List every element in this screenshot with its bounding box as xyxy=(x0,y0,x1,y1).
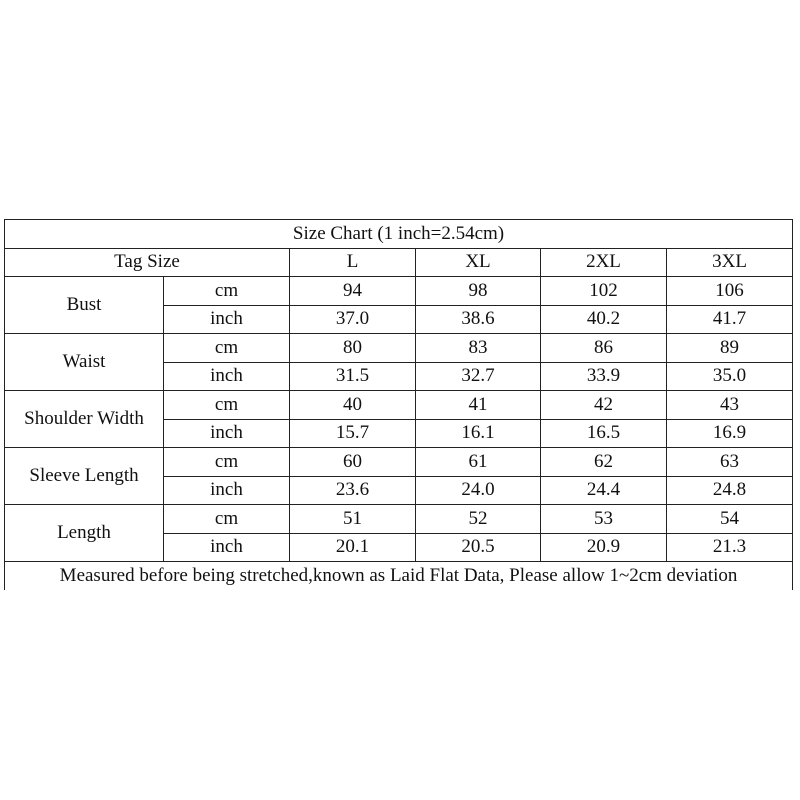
unit-label-inch: inch xyxy=(164,476,290,505)
value-cell: 106 xyxy=(667,277,793,306)
unit-label-inch: inch xyxy=(164,305,290,334)
value-cell: 54 xyxy=(667,505,793,534)
measurement-row-cm xyxy=(5,334,793,363)
value-cell: 83 xyxy=(416,334,541,363)
value-cell: 21.3 xyxy=(667,533,793,562)
value-cell: 16.5 xyxy=(541,419,667,448)
value-cell: 94 xyxy=(290,277,416,306)
value-cell: 33.9 xyxy=(541,362,667,391)
value-cell: 98 xyxy=(416,277,541,306)
value-cell: 51 xyxy=(290,505,416,534)
size-chart-body xyxy=(5,220,793,590)
tag-size-header: Tag Size xyxy=(5,248,290,277)
value-cell: 16.1 xyxy=(416,419,541,448)
measurement-label: Waist xyxy=(5,334,164,391)
value-cell: 20.1 xyxy=(290,533,416,562)
value-cell: 38.6 xyxy=(416,305,541,334)
value-cell: 80 xyxy=(290,334,416,363)
value-cell: 20.9 xyxy=(541,533,667,562)
value-cell: 32.7 xyxy=(416,362,541,391)
measurement-row-cm xyxy=(5,277,793,306)
value-cell: 31.5 xyxy=(290,362,416,391)
header-row xyxy=(5,248,793,277)
value-cell: 42 xyxy=(541,391,667,420)
value-cell: 24.4 xyxy=(541,476,667,505)
value-cell: 89 xyxy=(667,334,793,363)
chart-title: Size Chart (1 inch=2.54cm) xyxy=(5,220,793,249)
measurement-label: Length xyxy=(5,505,164,562)
measurement-label: Shoulder Width xyxy=(5,391,164,448)
value-cell: 43 xyxy=(667,391,793,420)
size-header: XL xyxy=(416,248,541,277)
value-cell: 15.7 xyxy=(290,419,416,448)
title-row xyxy=(5,220,793,249)
measurement-label: Sleeve Length xyxy=(5,448,164,505)
unit-label-cm: cm xyxy=(164,277,290,306)
size-header: 2XL xyxy=(541,248,667,277)
footer-note: Measured before being stretched,known as Laid Flat Data, Please allow 1~2cm deviation xyxy=(5,562,793,590)
value-cell: 20.5 xyxy=(416,533,541,562)
value-cell: 52 xyxy=(416,505,541,534)
value-cell: 37.0 xyxy=(290,305,416,334)
unit-label-inch: inch xyxy=(164,419,290,448)
measurement-label: Bust xyxy=(5,277,164,334)
unit-label-cm: cm xyxy=(164,334,290,363)
unit-label-cm: cm xyxy=(164,505,290,534)
size-header: 3XL xyxy=(667,248,793,277)
value-cell: 16.9 xyxy=(667,419,793,448)
value-cell: 40.2 xyxy=(541,305,667,334)
value-cell: 60 xyxy=(290,448,416,477)
value-cell: 35.0 xyxy=(667,362,793,391)
value-cell: 63 xyxy=(667,448,793,477)
value-cell: 41 xyxy=(416,391,541,420)
value-cell: 61 xyxy=(416,448,541,477)
size-chart-table xyxy=(4,219,793,590)
measurement-row-cm xyxy=(5,448,793,477)
unit-label-inch: inch xyxy=(164,533,290,562)
value-cell: 41.7 xyxy=(667,305,793,334)
value-cell: 102 xyxy=(541,277,667,306)
unit-label-inch: inch xyxy=(164,362,290,391)
measurement-row-cm xyxy=(5,505,793,534)
value-cell: 23.6 xyxy=(290,476,416,505)
value-cell: 24.8 xyxy=(667,476,793,505)
value-cell: 24.0 xyxy=(416,476,541,505)
footer-row xyxy=(5,562,793,590)
value-cell: 62 xyxy=(541,448,667,477)
value-cell: 86 xyxy=(541,334,667,363)
value-cell: 40 xyxy=(290,391,416,420)
measurement-row-cm xyxy=(5,391,793,420)
unit-label-cm: cm xyxy=(164,448,290,477)
size-header: L xyxy=(290,248,416,277)
value-cell: 53 xyxy=(541,505,667,534)
unit-label-cm: cm xyxy=(164,391,290,420)
